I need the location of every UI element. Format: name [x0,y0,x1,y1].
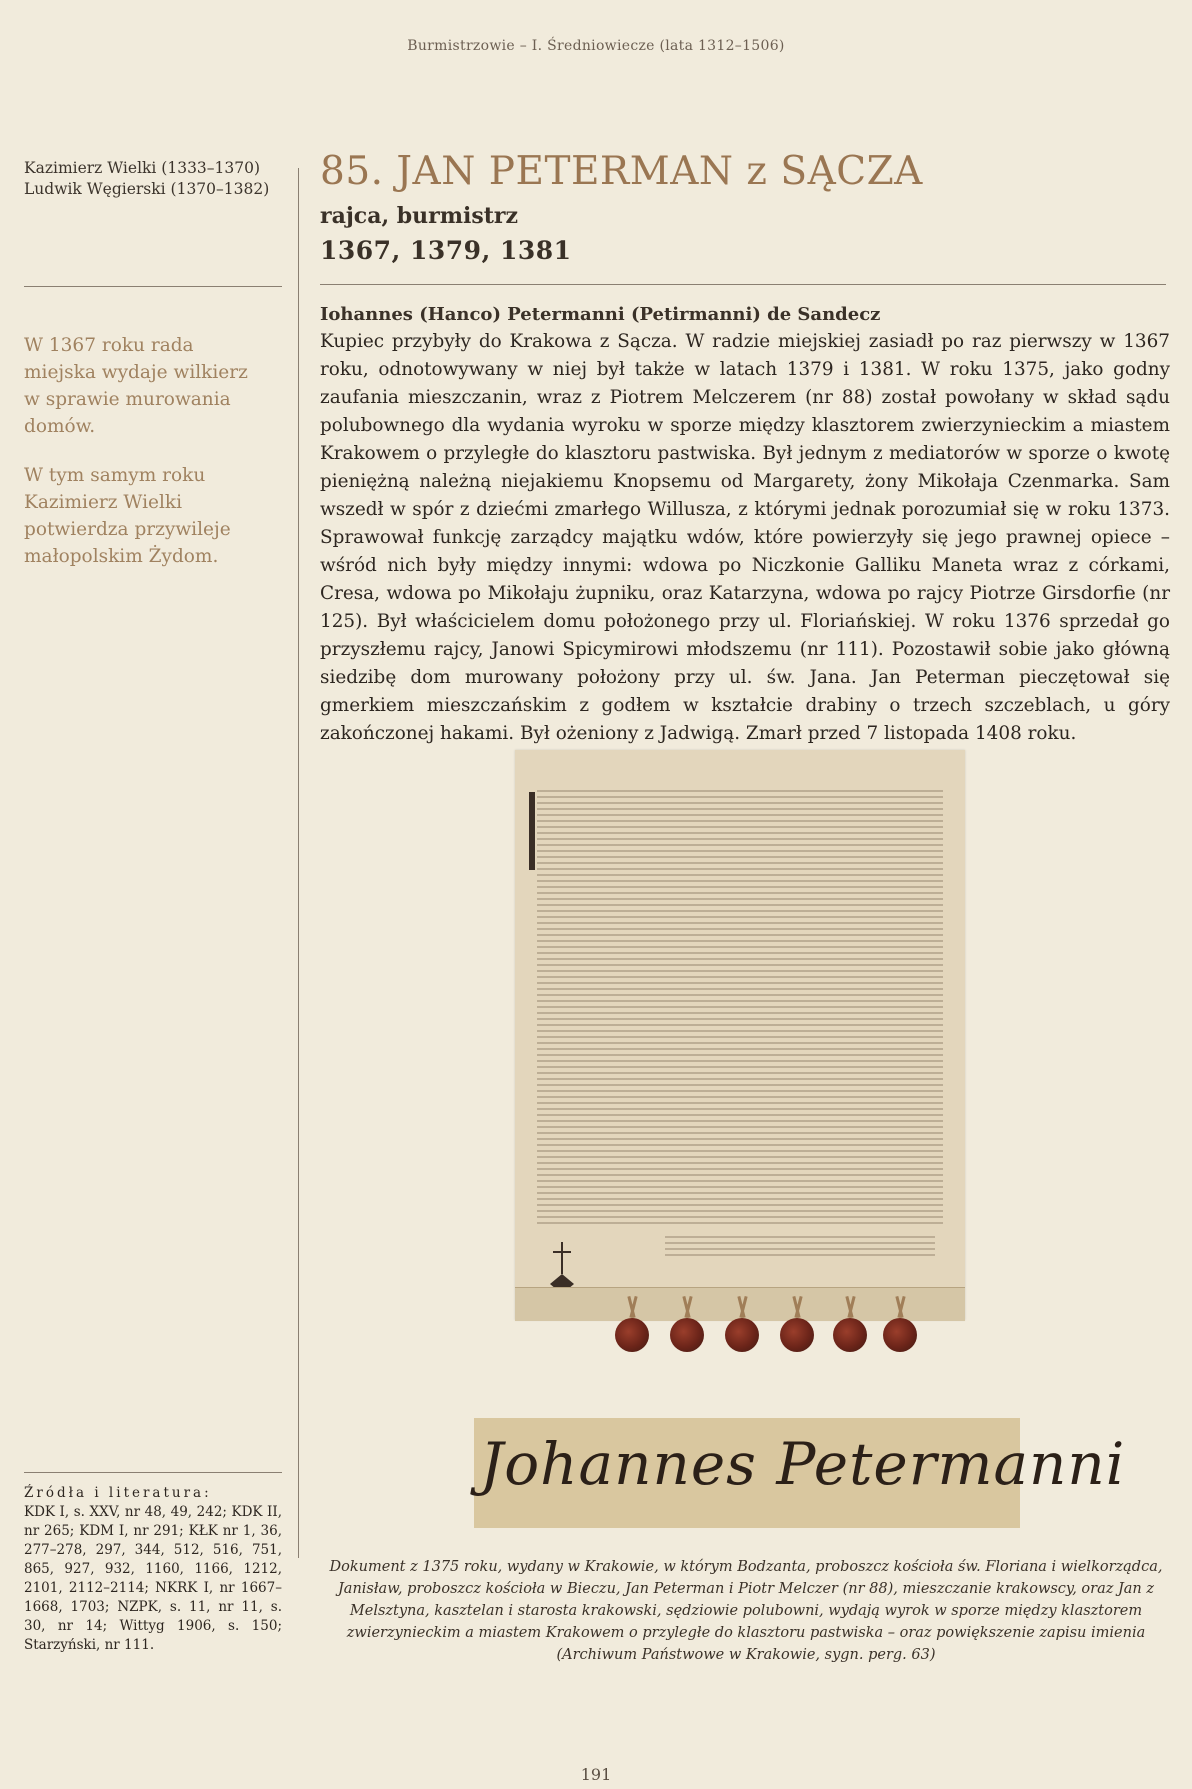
figure-caption: Dokument z 1375 roku, wydany w Krakowie, w którym Bodzanta, proboszcz kościoła św. Floriana i wielkorządca, Janisław, proboszcz kościoła w Bieczu, Jan Peterman i Piotr Melczer (nr 88), mieszczanie krakowscy, oraz Jan z Melsztyna, kasztelan i starosta krakowski, sędziowie polubowni, wydają wyrok w sporze między klasztorem zwierzynieckim a miastem Krakowem o przyległe do klasztoru pastwiska – oraz powiększenie zapisu imienia (Archiwum Państwowe w Krakowie, sygn. perg. 63) [329,1559,1163,1663]
divider [320,284,1166,285]
biography: Kupiec przybyły do Krakowa z Sącza. W radzie miejskiej zasiadł po raz pierwszy w 1367 roku, odnotowywany w niej był także w latach 1379 i 1381. W roku 1375, jako godny zaufania mieszczanin, wraz z Piotrem Melczerem (nr 88) został powołany w skład sądu polubownego dla wydania wyroku w sporze między klasztorem zwierzynieckim a miastem Krakowem o przyległe do klasztoru pastwiska. Był jednym z mediatorów w sporze o kwotę pieniężną należną niejakiemu Knopsemu od Margarety, żony Mikołaja Czenmarka. Sam wszedł w spór z dziećmi zmarłego Willusza, z którymi jednak porozumiał się w roku 1373. Sprawował funkcję zarządcy majątku wdów, które powierzyły się jego prawnej opiece – wśród nich były między innymi: wdowa po Niczkonie Galliku Maneta wraz z córkami, Cresa, wdowa po Mikołaju żupniku, oraz Katarzyna, wdowa po rajcy Piotrze Girsdorfie (nr 125). Był właścicielem domu położonego przy ul. Floriańskiej. W roku 1376 sprzedał go przyszłemu rajcy, Janowi Spicymirowi młodszemu (nr 111). Pozostawił sobie jako główną siedzibę dom murowany położony przy ul. św. Jana. Jan Peterman pieczętował się gmerkiem mieszczańskim z godłem w kształcie drabiny o trzech szczeblach, u góry zakończonej hakami. Był ożeniony z Jadwigą. Zmarł przed 7 listopada 1408 roku. [320,331,1170,744]
wax-seal-icon [670,1318,704,1352]
event-note: W tym samym roku Kazimierz Wielki potwierdza przywileje małopolskim Żydom. [24,465,231,567]
running-head: Burmistrzowie – I. Średniowiecze (lata 1312–1506) [407,38,785,54]
divider [24,286,282,287]
wax-seal-icon [780,1318,814,1352]
ruler-item: Kazimierz Wielki (1333–1370) [24,159,261,177]
wax-seal-icon [615,1318,649,1352]
manuscript-text [665,1236,935,1256]
entry-years: 1367, 1379, 1381 [320,236,572,265]
wax-seal-icon [883,1318,917,1352]
signature-enlargement [474,1418,1126,1528]
page-number: 191 [580,1765,612,1784]
document-photo [515,750,965,1375]
wax-seal-icon [725,1318,759,1352]
entry-role: rajca, burmistrz [320,203,519,229]
divider [24,1472,282,1473]
wax-seal-icon [833,1318,867,1352]
latin-name: Iohannes (Hanco) Petermanni (Petirmanni) de Sandecz [320,304,881,325]
event-note: W 1367 roku rada miejska wydaje wilkierz w sprawie murowania domów. [24,335,248,437]
initial-letter [529,792,535,870]
manuscript-text [537,790,943,1224]
rulers-list [24,158,282,200]
ruler-item: Ludwik Węgierski (1370–1382) [24,180,270,198]
events-sidebar [24,332,264,592]
sources-heading: Źródła i literatura: [24,1485,212,1501]
seals-row [615,1298,885,1378]
column-divider [298,168,299,1558]
parchment [515,750,965,1320]
signature-text: Johannes Petermanni [480,1430,1126,1498]
sources-block [24,1484,282,1655]
sources-text: KDK I, s. XXV, nr 48, 49, 242; KDK II, nr 265; KDM I, nr 291; KŁK nr 1, 36, 277–278, 297, 344, 512, 516, 751, 865, 927, 932, 1160, 1166, 1212, 2101, 2112–2114; NKRK I, nr 1667–1668, 1703; NZPK, s. 11, nr 11, s. 30, nr 14; Wittyg 1906, s. 150; Starzyński, nr 111. [24,1504,282,1653]
entry-title: 85. JAN PETERMAN z SĄCZA [320,149,923,194]
